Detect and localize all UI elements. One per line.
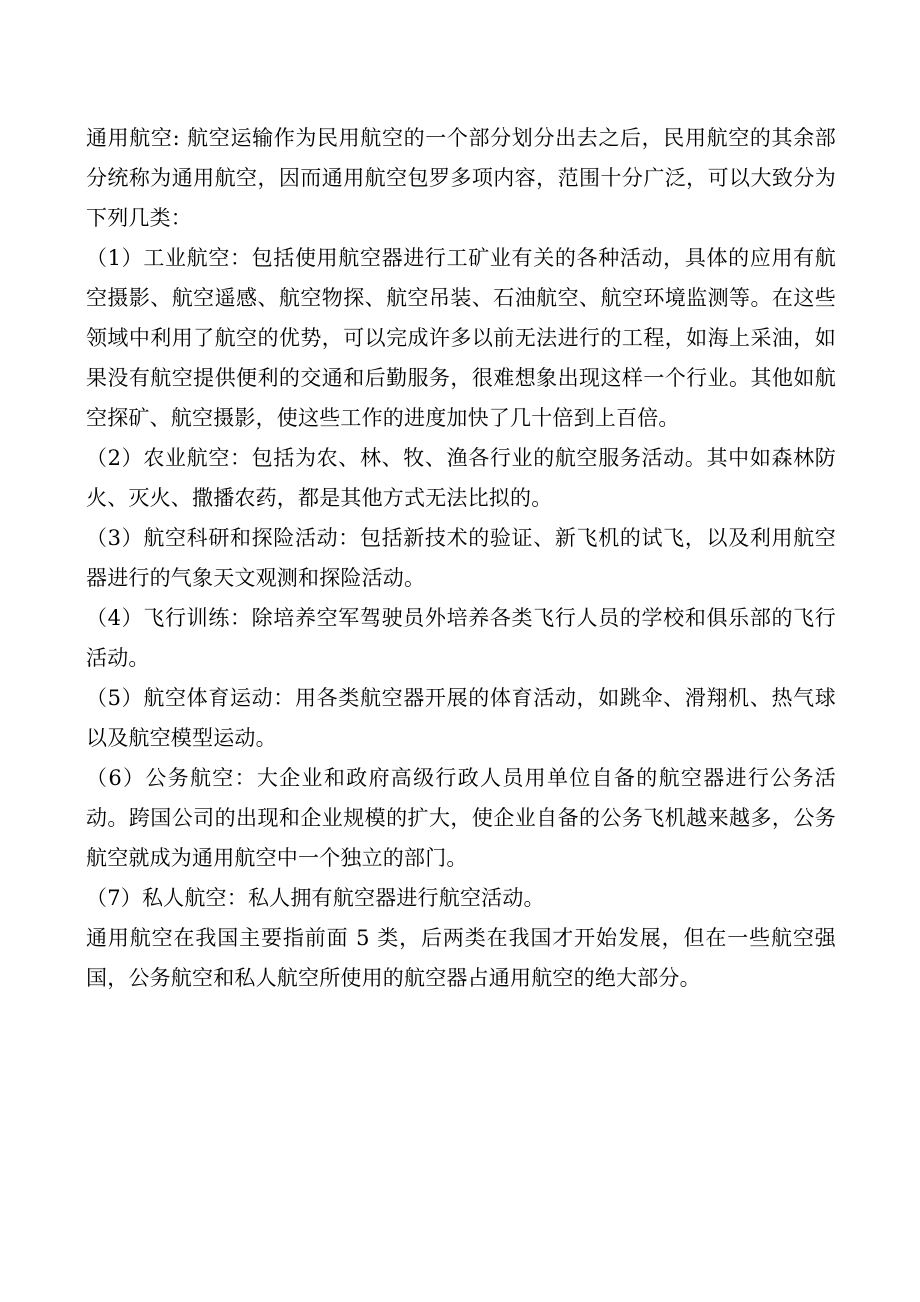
list-item-industrial-aviation: （1）工业航空：包括使用航空器进行工矿业有关的各种活动，具体的应用有航空摄影、航空遥感、航空物探、航空吊装、石油航空、航空环境监测等。在这些领域中利用了航空的优势，可以完成许多以前无法进行的工程，如海上采油，如果没有航空提供便利的交通和后勤服务，很难想象出现这样一个行业。其他如航空探矿、航空摄影，使这些工作的进度加快了几十倍到上百倍。 bbox=[86, 246, 836, 430]
list-item-aviation-sports: （5）航空体育运动：用各类航空器开展的体育活动，如跳伞、滑翔机、热气球以及航空模型运动。 bbox=[86, 686, 836, 750]
list-item-flight-training: （4）飞行训练：除培养空军驾驶员外培养各类飞行人员的学校和俱乐部的飞行活动。 bbox=[86, 606, 836, 670]
list-item-agricultural-aviation: （2）农业航空：包括为农、林、牧、渔各行业的航空服务活动。其中如森林防火、灭火、撒播农药，都是其他方式无法比拟的。 bbox=[86, 446, 836, 510]
list-item-research-exploration: （3）航空科研和探险活动：包括新技术的验证、新飞机的试飞，以及利用航空器进行的气象天文观测和探险活动。 bbox=[86, 526, 836, 590]
document-body bbox=[86, 118, 836, 998]
intro-paragraph: 通用航空: 航空运输作为民用航空的一个部分划分出去之后，民用航空的其余部分统称为通用航空，因而通用航空包罗多项内容，范围十分广泛，可以大致分为下列几类： bbox=[86, 126, 836, 230]
list-item-private-aviation: （7）私人航空：私人拥有航空器进行航空活动。 bbox=[86, 886, 545, 910]
conclusion-paragraph: 通用航空在我国主要指前面 5 类，后两类在我国才开始发展，但在一些航空强国，公务航空和私人航空所使用的航空器占通用航空的绝大部分。 bbox=[86, 926, 836, 990]
list-item-business-aviation: （6）公务航空：大企业和政府高级行政人员用单位自备的航空器进行公务活动。跨国公司的出现和企业规模的扩大，使企业自备的公务飞机越来越多，公务航空就成为通用航空中一个独立的部门。 bbox=[86, 766, 836, 870]
